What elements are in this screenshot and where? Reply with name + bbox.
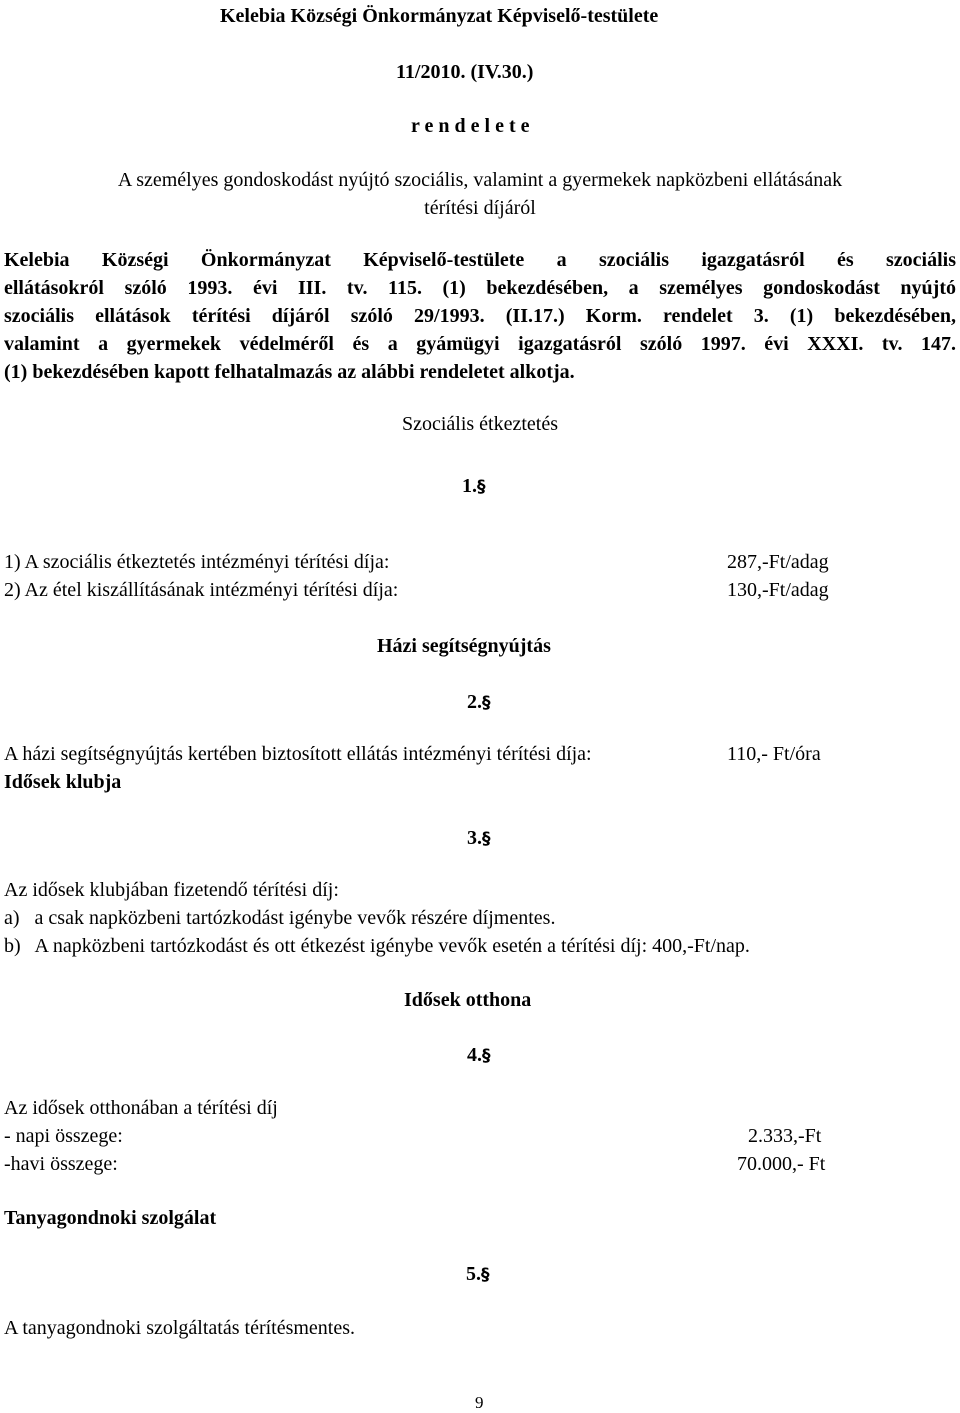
section-1-item-2-label: 2) Az étel kiszállításának intézményi térítési díja: (4, 579, 399, 601)
preamble-line-2: ellátásokról szóló 1993. évi III. tv. 115. (1) bekezdésében, a személyes gondoskodást nyújtó (4, 277, 956, 299)
section-4-item-1-label: - napi összege: (4, 1125, 123, 1147)
section-4-number: 4.§ (467, 1044, 491, 1066)
preamble-line-5: (1) bekezdésében kapott felhatalmazás az alábbi rendeletet alkotja. (4, 361, 575, 383)
section-1-item-1-label: 1) A szociális étkeztetés intézményi térítési díja: (4, 551, 390, 573)
decree-kind: r e n d e l e t e (411, 115, 530, 137)
section-2-heading: Házi segítségnyújtás (377, 635, 551, 657)
preamble-line-3: szociális ellátások térítési díjáról szóló 29/1993. (II.17.) Korm. rendelet 3. (1) bekezdésében, (4, 305, 956, 327)
preamble-line-4: valamint a gyermekek védelméről és a gyámügyi igazgatásról szóló 1997. évi XXXI. tv. 147. (4, 333, 956, 355)
section-5-text: A tanyagondnoki szolgáltatás térítésmentes. (4, 1317, 356, 1339)
section-3-heading: Idősek klubja (4, 771, 122, 793)
section-1-item-1-value: 287,-Ft/adag (727, 551, 829, 573)
section-4-intro: Az idősek otthonában a térítési díj (4, 1097, 278, 1119)
decree-title-line2: térítési díjáról (424, 197, 536, 219)
section-1-item-2-value: 130,-Ft/adag (727, 579, 829, 601)
section-4-heading: Idősek otthona (404, 989, 532, 1011)
section-5-number: 5.§ (466, 1263, 490, 1285)
section-2-value: 110,- Ft/óra (727, 743, 821, 765)
section-4-item-1-value: 2.333,-Ft (748, 1125, 822, 1147)
section-2-number: 2.§ (467, 691, 491, 713)
section-1-number: 1.§ (462, 475, 486, 497)
section-3-intro: Az idősek klubjában fizetendő térítési díj: (4, 879, 339, 901)
section-2-label: A házi segítségnyújtás kertében biztosított ellátás intézményi térítési díja: (4, 743, 592, 765)
decree-number: 11/2010. (IV.30.) (396, 61, 534, 83)
section-5-heading: Tanyagondnoki szolgálat (4, 1207, 217, 1229)
section-3-item-a: a) a csak napközbeni tartózkodást igénybe vevők részére díjmentes. (4, 907, 556, 929)
page-number: 9 (475, 1393, 484, 1412)
council-name: Kelebia Községi Önkormányzat Képviselő-testülete (220, 5, 659, 27)
section-1-heading: Szociális étkeztetés (401, 413, 559, 435)
section-3-item-b: b) A napközbeni tartózkodást és ott étkezést igénybe vevők esetén a térítési díj: 400,-Ft/nap. (4, 935, 750, 957)
decree-title-line1: A személyes gondoskodást nyújtó szociális, valamint a gyermekek napközbeni ellátásának (117, 169, 843, 191)
section-4-item-2-label: -havi összege: (4, 1153, 118, 1175)
preamble-line-1: Kelebia Községi Önkormányzat Képviselő-testülete a szociális igazgatásról és szociális (4, 249, 956, 271)
section-4-item-2-value: 70.000,- Ft (737, 1153, 826, 1175)
section-3-number: 3.§ (467, 827, 491, 849)
